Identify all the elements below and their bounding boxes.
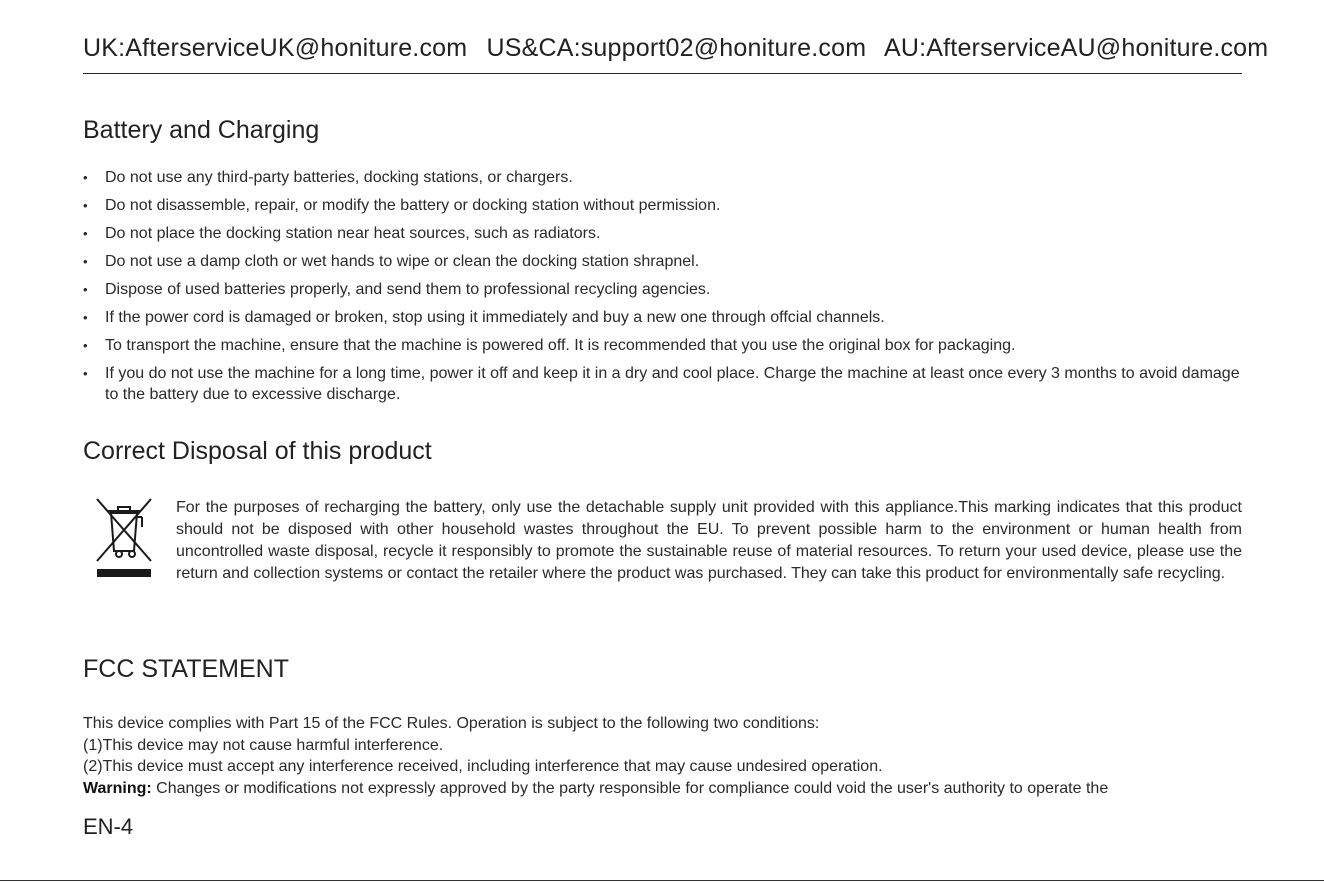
list-item: • Dispose of used batteries properly, and send them to professional recycling agencies. xyxy=(83,279,1243,300)
contact-us-ca: US&CA:support02@honiture.com xyxy=(486,34,867,62)
list-item: • Do not use a damp cloth or wet hands to wipe or clean the docking station shrapnel. xyxy=(83,251,1243,272)
page-number: EN-4 xyxy=(83,814,134,839)
contact-uk: UK:AfterserviceUK@honiture.com xyxy=(83,34,468,62)
fcc-line: (1)This device may not cause harmful interference. xyxy=(83,736,444,754)
battery-section-title: Battery and Charging xyxy=(83,116,320,144)
contact-header xyxy=(83,34,1269,74)
list-item: • Do not disassemble, repair, or modify the battery or docking station without permission. xyxy=(83,195,1243,216)
list-item: • If the power cord is damaged or broken, stop using it immediately and buy a new one through offcial channels. xyxy=(83,307,1243,328)
warning-text: Changes or modifications not expressly approved by the party responsible for compliance could void the user's authority to operate the xyxy=(151,779,1109,797)
fcc-section-title: FCC STATEMENT xyxy=(83,655,290,683)
disposal-section-title: Correct Disposal of this product xyxy=(83,437,432,465)
weee-crossed-bin-icon xyxy=(94,497,154,579)
fcc-line: This device complies with Part 15 of the FCC Rules. Operation is subject to the following two conditions: xyxy=(83,715,820,732)
list-item: • Do not place the docking station near heat sources, such as radiators. xyxy=(83,223,1243,244)
contact-au: AU:AfterserviceAU@honiture.com xyxy=(884,34,1269,62)
fcc-statement xyxy=(83,713,1248,799)
fcc-line: (2)This device must accept any interference received, including interference that may cause undesired operation. xyxy=(83,758,883,775)
warning-label: Warning: xyxy=(83,779,152,797)
list-item: • Do not use any third-party batteries, docking stations, or chargers. xyxy=(83,167,1243,188)
fcc-warning xyxy=(83,778,1248,800)
battery-bullet-list xyxy=(83,167,1243,412)
list-item: • To transport the machine, ensure that the machine is powered off. It is recommended that you use the original box for packaging. xyxy=(83,335,1243,356)
disposal-paragraph: For the purposes of recharging the battery, only use the detachable supply unit provided with this appliance.This marking indicates that this product should not be disposed with other household wastes throughout the EU. To prevent possible harm to the environment or human health from uncontrolled waste disposal, recycle it responsibly to promote the sustainable reuse of material resources. To return your used device, please use the return and collection systems or contact the retailer where the product was purchased. They can take this product for environmentally safe recycling. xyxy=(176,499,1242,582)
list-item: • If you do not use the machine for a long time, power it off and keep it in a dry and cool place. Charge the machine at least once every 3 months to avoid damage to the battery due to excessive discharge. xyxy=(83,363,1243,405)
bottom-divider xyxy=(0,880,1324,881)
